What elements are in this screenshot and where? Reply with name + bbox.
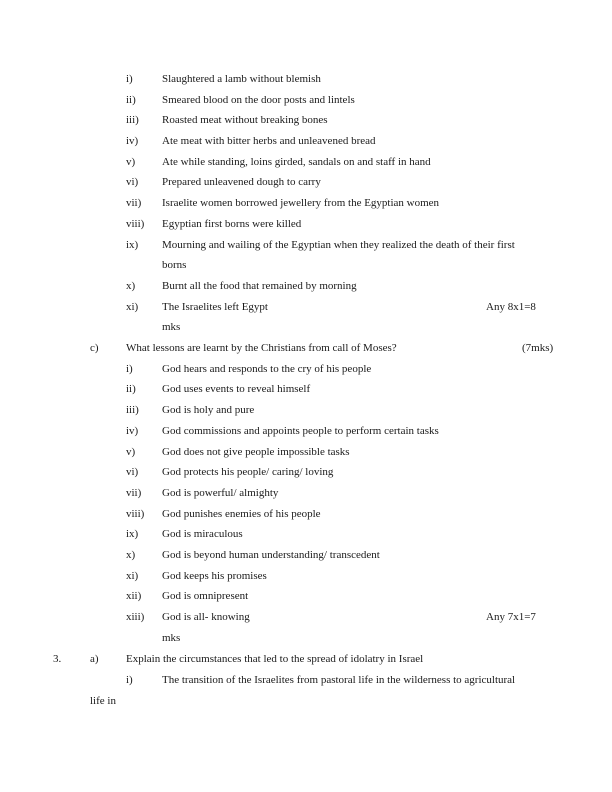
item-text: The transition of the Israelites from pastoral life in the wilderness to agricultural (162, 674, 516, 686)
item-number: xiii) (126, 611, 145, 623)
item-text: Mourning and wailing of the Egyptian when they realized the death of their first (162, 239, 515, 251)
item-number: ix) (126, 528, 139, 540)
item-number: vii) (126, 197, 142, 209)
item-number: iii) (126, 404, 139, 416)
item-text: God protects his people/ caring/ loving (162, 466, 334, 478)
item-text: Roasted meat without breaking bones (162, 114, 328, 126)
item-number: viii) (126, 508, 145, 520)
question-marks: (7mks) (522, 342, 554, 354)
item-number: viii) (126, 218, 145, 230)
item-number: vi) (126, 176, 139, 188)
item-number: iv) (126, 425, 139, 437)
item-number: i) (126, 674, 133, 686)
item-text: God hears and responds to the cry of his people (162, 363, 372, 375)
item-number: xi) (126, 570, 139, 582)
item-number: xi) (126, 301, 139, 313)
item-text: Ate while standing, loins girded, sandals on and staff in hand (162, 156, 431, 168)
item-text: God is beyond human understanding/ transcedent (162, 549, 380, 561)
item-number: ii) (126, 383, 136, 395)
item-text: God punishes enemies of his people (162, 508, 321, 520)
item-text: Ate meat with bitter herbs and unleavened bread (162, 135, 376, 147)
item-text: Egyptian first borns were killed (162, 218, 302, 230)
item-number: ii) (126, 94, 136, 106)
marks-continuation: mks (162, 321, 181, 333)
marks-continuation: mks (162, 632, 181, 644)
marks-allocation: Any 8x1=8 (486, 301, 536, 313)
question-number: 3. (53, 653, 62, 665)
item-text-continuation: borns (162, 259, 187, 271)
item-number: x) (126, 549, 136, 561)
item-text: The Israelites left Egypt (162, 301, 268, 313)
item-text: Slaughtered a lamb without blemish (162, 73, 321, 85)
item-number: xii) (126, 590, 142, 602)
item-number: ix) (126, 239, 139, 251)
question-text: Explain the circumstances that led to the spread of idolatry in Israel (126, 653, 424, 665)
item-text: God commissions and appoints people to perform certain tasks (162, 425, 439, 437)
item-text: God uses events to reveal himself (162, 383, 311, 395)
item-text: God keeps his promises (162, 570, 267, 582)
item-number: vii) (126, 487, 142, 499)
item-text: God is all- knowing (162, 611, 250, 623)
item-text: God is miraculous (162, 528, 243, 540)
item-number: vi) (126, 466, 139, 478)
item-text: Smeared blood on the door posts and lintels (162, 94, 355, 106)
item-text: Prepared unleavened dough to carry (162, 176, 321, 188)
item-text: God is powerful/ almighty (162, 487, 279, 499)
question-label: c) (90, 342, 99, 354)
item-number: v) (126, 446, 136, 458)
marks-allocation: Any 7x1=7 (486, 611, 536, 623)
item-text: Burnt all the food that remained by morning (162, 280, 357, 292)
item-text: God is holy and pure (162, 404, 255, 416)
item-number: v) (126, 156, 136, 168)
question-text: What lessons are learnt by the Christians from call of Moses? (126, 342, 397, 354)
item-text: Israelite women borrowed jewellery from the Egyptian women (162, 197, 440, 209)
item-number: i) (126, 73, 133, 85)
item-text-continuation: life in (90, 695, 116, 707)
item-number: iii) (126, 114, 139, 126)
item-number: iv) (126, 135, 139, 147)
item-number: i) (126, 363, 133, 375)
item-text: God does not give people impossible tasks (162, 446, 350, 458)
item-text: God is omnipresent (162, 590, 249, 602)
part-label: a) (90, 653, 99, 665)
item-number: x) (126, 280, 136, 292)
